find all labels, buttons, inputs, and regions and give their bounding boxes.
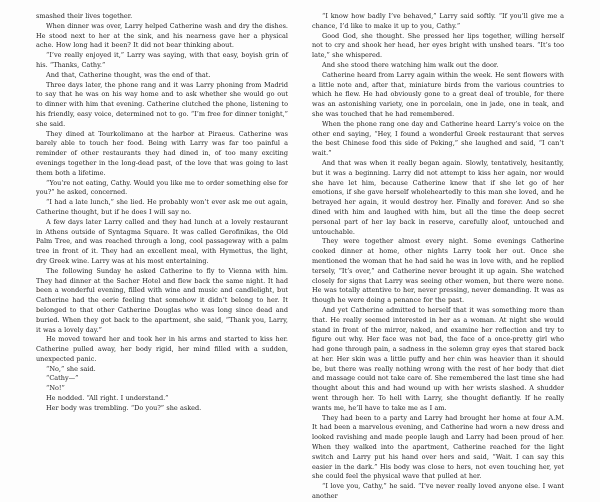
paragraph: Good God, she thought. She pressed her lips together, willing herself not to cry and shook her head, her eyes bright with unshed tears. “It’s too late,” she whispered. [312, 31, 564, 60]
paragraph: And that was when it really began again. Slowly, tentatively, hesitantly, but it was a beginning. Larry did not attempt to kiss her again, nor would she have let him, because Catherine knew that if she let go of her emotions, if she gave herself wholeheartedly to this man she loved, and he betrayed her again, it would destroy her. Finally and forever. And so she dined with him and laughed with him, but all the time the deep secret personal part of her lay back in reserve, carefully aloof, untouched and untouchable. [312, 158, 564, 236]
paragraph: When the phone rang one day and Catherine heard Larry’s voice on the other end saying, “Hey, I found a wonderful Greek restaurant that serves the best Chinese food this side of Peking,” she laughed and said, “I can’t wait.” [312, 119, 564, 158]
paragraph: A few days later Larry called and they had lunch at a lovely restaurant in Athens outside of Syntagma Square. It was called Gerofinikas, the Old Palm Tree, and was reached through a long, cool passageway with a palm tree in front of it. They had an excellent meal, with Hymettus, the light, dry Greek wine. Larry was at his most entertaining. [36, 217, 288, 265]
paragraph: Catherine heard from Larry again within the week. He sent flowers with a little note and, after that, miniature birds from the various countries to which he flew. He had obviously gone to a great deal of trouble, for there was an astonishing variety, one in porcelain, one in jade, one in teak, and she was touched that he had remembered. [312, 70, 564, 118]
paragraph: He moved toward her and took her in his arms and started to kiss her. Catherine pulled away, her body rigid, her mind filled with a sudden, unexpected panic. [36, 335, 288, 363]
paragraph: “No!” [46, 384, 65, 393]
paragraph: He nodded. “All right. I understand.” [46, 394, 169, 403]
right-column [312, 12, 564, 501]
paragraph: And that, Catherine thought, was the end of that. [46, 70, 211, 79]
left-column [36, 12, 288, 410]
paragraph: They had been to a party and Larry had brought her home at four A.M. It had been a marvelous evening, and Catherine had worn a new dress and looked ravishing and made people laugh and Larry had been proud of her. When they walked into the apartment, Catherine reached for the light switch and Larry put his hand over hers and said, “Wait. I can say this easier in the dark.” His body was close to hers, not even touching her, yet she could feel the physical wave that pulled at her. [312, 413, 564, 481]
paragraph: smashed their lives together. [36, 12, 133, 20]
paragraph: They were together almost every night. Some evenings Catherine cooked dinner at home, other nights Larry took her out. Once she mentioned the woman that he had said he was in love with, and he replied tersely, “It’s over,” and Catherine never brought it up again. She watched closely for signs that Larry was seeing other women, but there were none. He was totally attentive to her, never pressing, never demanding. It was as though he were doing a penance for the past. [312, 237, 564, 305]
paragraph: “I know how badly I’ve behaved,” Larry said softly. “If you’ll give me a chance, I’d like to make it up to you, Cathy.” [312, 12, 564, 30]
paragraph: “Cathy—” [46, 374, 79, 383]
paragraph: And yet Catherine admitted to herself that it was something more than that. He really seemed interested in her as a woman. At night she would stand in front of the mirror, naked, and examine her reflection and try to figure out why. Her face was not bad, the face of a once-pretty girl who had gone through pain, a sadness in the solemn gray eyes that stared back at her. Her skin was a little puffy and her chin was heavier than it should be, but there was really nothing wrong with the rest of her body that diet and massage could not take care of. She remembered the last time she had thought about this and had wound up with her wrists slashed. A shudder went through her. To hell with Larry, she thought defiantly. If he really wants me, he’ll have to take me as I am. [312, 305, 564, 412]
paragraph: Her body was trembling. “Do you?” she asked. [46, 403, 202, 412]
paragraph: When dinner was over, Larry helped Catherine wash and dry the dishes. He stood next to her at the sink, and his nearness gave her a physical ache. How long had it been? It did not bear thinking about. [36, 21, 288, 50]
paragraph: Three days later, the phone rang and it was Larry phoning from Madrid to say that he was on his way home and to ask whether she would go out to dinner with him that evening. Catherine clutched the phone, listening to his friendly, easy voice, determined not to go. “I’m free for dinner tonight,” she said. [36, 80, 288, 128]
paragraph: They dined at Tourkolimano at the harbor at Piraeus. Catherine was barely able to touch her food. Being with Larry was far too painful a reminder of other restaurants they had dined in, of too many exciting evenings together in the long-dead past, of the love that was going to last them both a lifetime. [36, 129, 288, 177]
paragraph: The following Sunday he asked Catherine to fly to Vienna with him. They had dinner at the Sacher Hotel and flew back the same night. It had been a wonderful evening, filled with wine and music and candlelight, but Catherine had the eerie feeling that somehow it didn’t belong to her. It belonged to that other Catherine Douglas who was long since dead and buried. When they got back to the apartment, she said, “Thank you, Larry, it was a lovely day.” [36, 266, 288, 334]
paragraph: “I had a late lunch,” she lied. He probably won’t ever ask me out again, Catherine thought, but if he does I will say no. [36, 198, 288, 216]
paragraph: And she stood there watching him walk out the door. [322, 60, 499, 69]
paragraph: “You’re not eating, Cathy. Would you like me to order something else for you?” he asked, concerned. [36, 178, 288, 197]
paragraph: “No,” she said. [46, 364, 96, 373]
paragraph: “I love you, Cathy,” he said. “I’ve never really loved anyone else. I want another [312, 482, 564, 501]
paragraph: “I’ve really enjoyed it,” Larry was saying, with that easy, boyish grin of his. “Thanks, Cathy.” [36, 51, 288, 69]
